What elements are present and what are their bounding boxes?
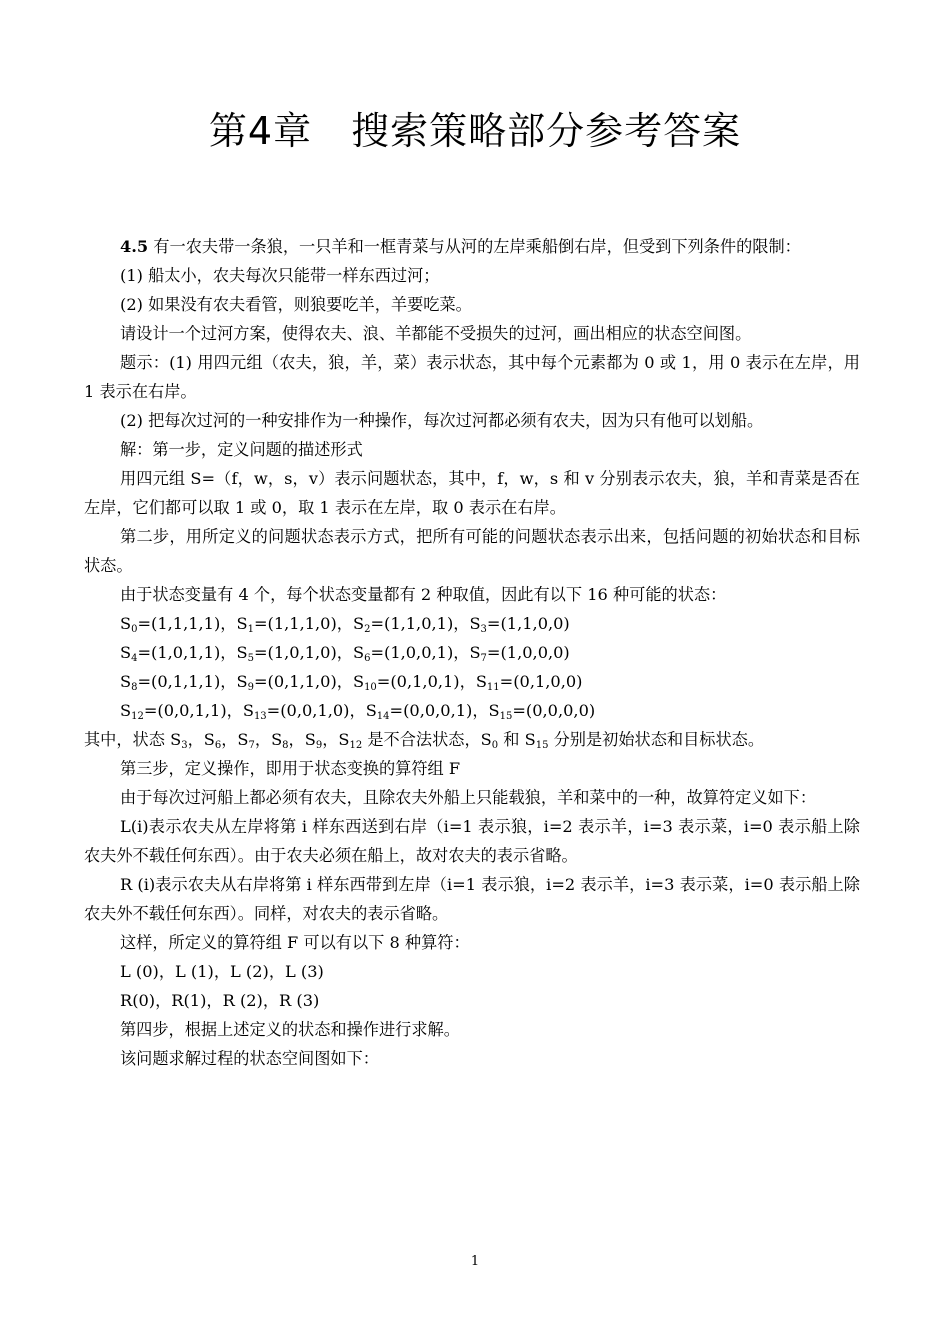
task-statement: 请设计一个过河方案，使得农夫、浪、羊都能不受损失的过河，画出相应的状态空间图。 (120, 324, 752, 343)
state-ref: $S_9$ (304, 730, 323, 751)
state-row (84, 638, 860, 667)
state-list (84, 609, 860, 725)
condition-2: (2) 如果没有农夫看管，则狼要吃羊，羊要吃菜。 (120, 295, 472, 314)
condition-1: (1) 船太小，农夫每次只能带一样东西过河； (120, 266, 440, 285)
state-row (84, 609, 860, 638)
state-separator: ， (453, 643, 470, 662)
hint-1: 题示：(1) 用四元组（农夫，狼，羊，菜）表示状态，其中每个元素都为 0 或 1，用 0 表示在左岸，用 1 表示在右岸。 (84, 353, 860, 401)
solution-step-2: 第二步，用所定义的问题状态表示方式，把所有可能的问题状态表示出来，包括问题的初始状态和目标状态。 (84, 527, 860, 575)
state-item: $S_1=(1,1,1,0)$ (236, 614, 337, 635)
state-item: $S_{11}=(0,1,0,0)$ (475, 672, 583, 693)
state-item: $S_7=(1,0,0,0)$ (469, 643, 570, 664)
state-separator: ， (349, 701, 366, 720)
operators-R-list: R(0)，R(1)，R (2)，R (3) (120, 991, 320, 1010)
solution-step-4: 第四步，根据上述定义的状态和操作进行求解。 (120, 1020, 460, 1039)
state-item: $S_{13}=(0,0,1,0)$ (242, 701, 350, 722)
state-separator: ， (472, 701, 489, 720)
state-item: $S_8=(0,1,1,1)$ (120, 672, 221, 693)
chapter-title: 第4章 搜索策略部分参考答案 (208, 109, 742, 153)
state-separator: ， (453, 614, 470, 633)
state-ref: $S_0$ (480, 730, 499, 751)
hint-2: (2) 把每次过河的一种安排作为一种操作，每次过河都必须有农夫，因为只有他可以划船。 (120, 411, 764, 430)
problem-statement (84, 232, 860, 261)
state-item: $S_{14}=(0,0,0,1)$ (365, 701, 473, 722)
state-separator: ， (220, 672, 237, 691)
state-separator: ， (459, 672, 476, 691)
state-item: $S_3=(1,1,0,0)$ (469, 614, 570, 635)
operator-R: R (i)表示农夫从右岸将第 i 样东西带到左岸（i=1 表示狼，i=2 表示羊，i=3 表示菜，i=0 表示船上除农夫外不载任何东西）。同样，对农夫的表示省略。 (84, 875, 860, 923)
state-graph-intro: 该问题求解过程的状态空间图如下： (120, 1049, 379, 1068)
state-separator: ， (220, 643, 237, 662)
state-item: $S_9=(0,1,1,0)$ (236, 672, 337, 693)
state-item: $S_{15}=(0,0,0,0)$ (488, 701, 596, 722)
page-number: 1 (470, 1254, 480, 1269)
state-ref: $S_{12}$ (338, 730, 363, 751)
state-separator: ， (336, 672, 353, 691)
state-ref: $S_6$ (203, 730, 222, 751)
state-row (84, 667, 860, 696)
state-item: $S_2=(1,1,0,1)$ (352, 614, 454, 635)
state-item: $S_{10}=(0,1,0,1)$ (352, 672, 460, 693)
state-separator: ， (220, 614, 237, 633)
document-body (84, 232, 860, 1073)
state-separator: ， (336, 614, 353, 633)
state-separator: ， (336, 643, 353, 662)
state-item: $S_0=(1,1,1,1)$ (120, 614, 221, 635)
problem-number: 4.5 (120, 237, 149, 256)
state-item: $S_{12}=(0,0,1,1)$ (120, 701, 227, 722)
state-representation: 用四元组 S=（f，w，s，v）表示问题状态，其中，f，w，s 和 v 分别表示农夫，狼，羊和青菜是否在左岸，它们都可以取 1 或 0，取 1 表示在左岸，取 0 表示在右岸。 (84, 469, 860, 517)
state-ref: $S_7$ (237, 730, 255, 751)
state-row (84, 696, 860, 725)
state-separator: ， (226, 701, 243, 720)
operator-L: L(i)表示农夫从左岸将第 i 样东西送到右岸（i=1 表示狼，i=2 表示羊，i=3 表示菜，i=0 表示船上除农夫外不载任何东西）。由于农夫必须在船上，故对农夫的表示省略。 (84, 817, 860, 865)
state-item: $S_6=(1,0,0,1)$ (352, 643, 454, 664)
state-item: $S_5=(1,0,1,0)$ (236, 643, 337, 664)
state-ref: $S_8$ (271, 730, 289, 751)
state-ref: $S_{15}$ (524, 730, 549, 751)
operator-count: 这样，所定义的算符组 F 可以有以下 8 种算符： (120, 933, 470, 952)
operator-definition: 由于每次过河船上都必须有农夫，且除农夫外船上只能载狼，羊和菜中的一种，故算符定义如下： (120, 788, 817, 807)
operators-L-list: L (0)，L (1)，L (2)，L (3) (120, 962, 324, 981)
illegal-states-note: 其中，状态 $S_3$，$S_6$，$S_7$，$S_8$，$S_9$，$S_{12}$ 是不合法状态，$S_0$ 和 $S_{15}$ 分别是初始状态和目标状态。 (84, 730, 765, 751)
state-item: $S_4=(1,0,1,1)$ (120, 643, 221, 664)
solution-step-1: 解：第一步，定义问题的描述形式 (120, 440, 363, 459)
solution-step-3: 第三步，定义操作，即用于状态变换的算符组 F (120, 759, 461, 778)
state-ref: $S_3$ (170, 730, 188, 751)
problem-text: 有一农夫带一条狼，一只羊和一框青菜与从河的左岸乘船倒右岸，但受到下列条件的限制： (148, 237, 801, 256)
state-count: 由于状态变量有 4 个，每个状态变量都有 2 种取值，因此有以下 16 种可能的状态： (120, 585, 727, 604)
